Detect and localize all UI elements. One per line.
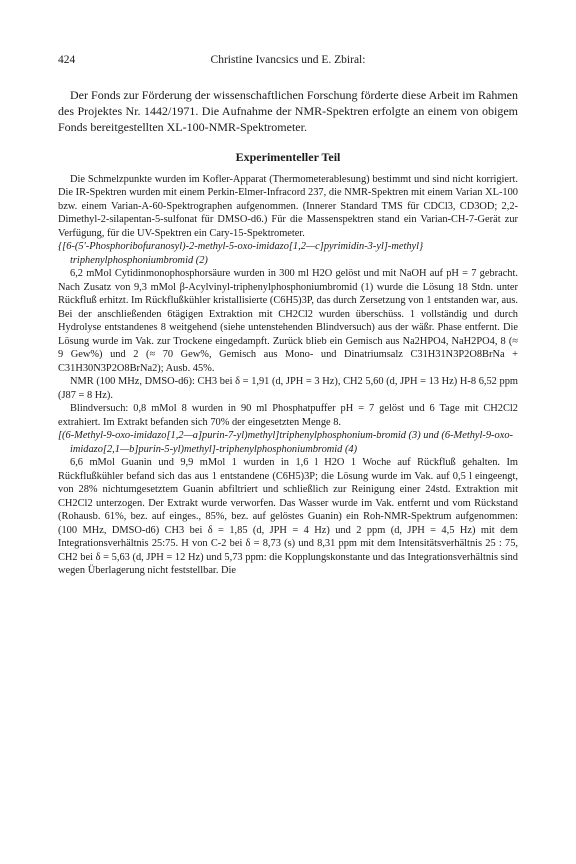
main-text (58, 88, 518, 578)
blank-experiment: Blindversuch: 0,8 mMol 8 wurden in 90 ml Phosphatpuffer pH = 7 gelöst und 6 Tage mit CH2Cl2 extrahiert. Im Extrakt befanden sich 70% der eingesetzten Menge 8. (58, 403, 518, 428)
page-number: 424 (58, 54, 76, 66)
acknowledgement-paragraph: Der Fonds zur Förderung der wissenschaftlichen Forschung förderte diese Arbeit im Rahmen des Projektes Nr. 1442/1971. Die Aufnahme der NMR-Spektren erfolgte an einem von obigem Fonds bereitgestellten XL-100-NMR-Spektrometer. (58, 88, 518, 134)
section-title: Experimenteller Teil (235, 150, 341, 165)
compound-2-title: {[6-(5'-Phosphoribofuranosyl)-2-methyl-5-oxo-imidazo[1,2—c]pyrimidin-3-yl]-methyl} triphenylphosphoniumbromid (2) (58, 241, 424, 266)
compound-2-procedure: 6,2 mMol Cytidinmonophosphorsäure wurden in 300 ml H2O gelöst und mit NaOH auf pH = 7 gebracht. Nach Zusatz von 9,3 mMol β-Acylvinyl-triphenylphosphoniumbromid (1) wurde die Lösung 18 Stdn. unter Rückfluß erhitzt. Im Rückflußkühler kristallisierte (C6H5)3P, das durch Zersetzung von 1 entstanden war, aus. Bei der anschließenden 6tägigen Extraktion mit CH2Cl2 wurden überschüss. 1 vollständig und durch Hydrolyse entstandenes 8 weitgehend (siehe untenstehenden Blindversuch) aus der wäßr. Phase entfernt. Die Lösung wurde im Vak. zur Trockene eingedampft. Zurück blieb ein Gemisch aus Na2HPO4, NaH2PO4, 8 (≈ 9 Gew%) und 2 (≈ 70 Gew%, Gemisch aus Mono- und Dinatriumsalz C31H31N3P2O8BrNa + C31H30N3P2O8BrNa2); Ausb. 45%. (58, 268, 518, 374)
compound-3-4-procedure: 6,6 mMol Guanin und 9,9 mMol 1 wurden in 1,6 l H2O 1 Woche auf Rückfluß gehalten. Im Rückflußkühler befand sich das aus 1 entstandene (C6H5)3P; die Lösung wurde im Vak. auf 0,5 l eingeengt, von 28% nichtumgesetztem Guanin abfiltriert und schließlich zur Reinigung einer 24std. Extraktion mit CH2Cl2 unterzogen. Der Extrakt wurde verworfen. Das Wasser wurde im Vak. entfernt und vom Rückstand (Rohausb. 61%, bez. auf einges., 85%, bez. auf gelöstes Guanin) ein Roh-NMR-Spektrum aufgenommen: (100 MHz, DMSO-d6) CH3 bei δ = 1,85 (d, JPH = 4 Hz) und 2 ppm (d, JPH = 4,5 Hz) mit dem Integrationsverhältnis 25:75. H von C-2 bei δ = 8,73 (s) und 8,31 ppm mit dem Intensitätsverhältnis 25 : 75, CH2 bei δ = 5,63 (d, JPH = 12 Hz) und 5,73 ppm: die Kopplungskonstante und das Integrationsverhältnis sind wegen Überlagerung nicht feststellbar. Die (58, 457, 518, 577)
general-methods-paragraph: Die Schmelzpunkte wurden im Kofler-Apparat (Thermometerablesung) bestimmt und sind nicht korrigiert. Die IR-Spektren wurden mit einem Perkin-Elmer-Infracord 237, die NMR-Spektren mit einem Varian XL-100 bzw. einem Varian-A-60-Spektrographen aufgenommen. (Innerer Standard TMS für CDCl3, CD3OD; 2,2-Dimethyl-2-silapentan-5-sulfonat für DMSO-d6.) Für die Massenspektren stand ein Varian-CH-7-Gerät zur Verfügung, für die UV-Spektren ein Cary-15-Spektrometer. (58, 173, 518, 239)
compound-3-4-title: [(6-Methyl-9-oxo-imidazo[1,2—a]purin-7-yl)methyl]triphenylphosphonium-bromid (3) und (6-Methyl-9-oxo-imidazo[2,1—b]purin-5-yl)methyl]-triphenylphosphoniumbromid (4) (58, 430, 513, 455)
compound-2-nmr: NMR (100 MHz, DMSO-d6): CH3 bei δ = 1,91 (d, JPH = 3 Hz), CH2 5,60 (d, JPH = 13 Hz) H-8 6,52 ppm (J87 = 8 Hz). (58, 376, 518, 401)
running-title: Christine Ivancsics und E. Zbiral: (210, 54, 366, 66)
